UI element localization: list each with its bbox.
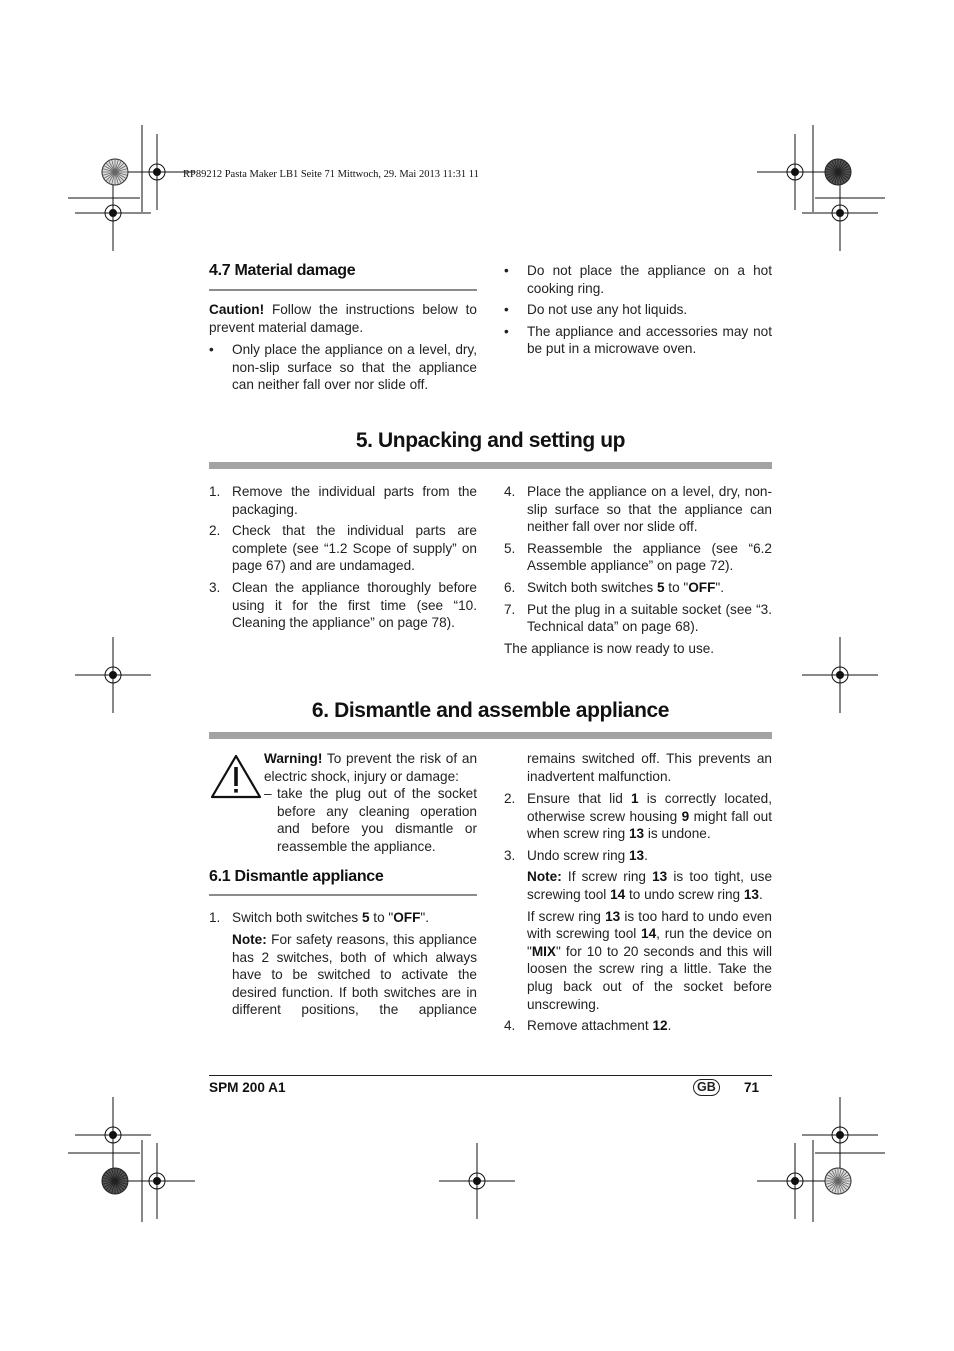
step-text: Clean the appliance thoroughly before using it for the first time (see “10. Cleaning the appliance” on page 78). — [232, 579, 477, 631]
s6-left-column — [209, 909, 477, 931]
chapter-rule — [209, 462, 772, 469]
bullet-marker: • — [504, 263, 509, 278]
language-badge — [693, 1078, 720, 1096]
caution-text: Follow the instructions below to prevent material damage. — [209, 302, 477, 335]
step-number: 1. — [209, 910, 221, 925]
step-number: 3. — [504, 847, 516, 863]
s6-right-column — [504, 790, 772, 1039]
section-rule — [209, 894, 477, 896]
bullet-marker: • — [209, 342, 214, 358]
step-number: 6. — [504, 579, 516, 595]
step-number: 1. — [209, 484, 221, 499]
note-1-part-a — [232, 931, 477, 1019]
step-text: Check that the individual parts are complete (see “1.2 Scope of supply” on page 67) and are undamaged. — [232, 523, 477, 574]
list-item — [504, 1017, 772, 1035]
note-1: Note: For safety reasons, this appliance has 2 switches, both of which always have to be switched to activate the desired function. If both switches are in different positions, the appliance — [232, 932, 477, 1018]
list-item — [504, 301, 772, 319]
list-item — [209, 341, 477, 394]
step-text: Remove the individual parts from the packaging. — [232, 484, 477, 517]
warning-paragraph — [264, 750, 477, 785]
list-item — [504, 579, 772, 597]
ready-text: The appliance is now ready to use. — [504, 640, 715, 656]
chapter-heading-5: 5. Unpacking and setting up — [355, 429, 626, 452]
step-2-text: Ensure that lid 1 is correctly located, otherwise screw housing 9 might fall out when screw ring 13 is undone. — [527, 791, 772, 842]
bullet-marker: • — [504, 323, 509, 339]
list-item — [209, 579, 477, 632]
footer-rule — [209, 1075, 772, 1076]
list-item — [504, 790, 772, 843]
caution-label: Caution! — [209, 302, 265, 317]
step-6-text: Switch both switches 5 to "OFF". — [527, 579, 725, 595]
mix-hint: If screw ring 13 is too hard to undo even with screwing tool 14, run the device on "MIX" for 10 to 20 seconds and this will loosen the screw ring a little. Take the plug back out of the socket before unscrewing. — [527, 908, 772, 1012]
warning-label: Warning! — [264, 751, 323, 766]
s5-right-column — [504, 483, 772, 662]
bullet-marker: • — [504, 302, 509, 318]
bullet-text: Do not place the appliance on a hot cooking ring. — [527, 263, 772, 296]
step-3-text: Undo screw ring 13. — [527, 847, 648, 863]
note-1-part-b — [527, 750, 772, 785]
model-number: SPM 200 A1 — [209, 1080, 286, 1095]
bullet-text: Only place the appliance on a level, dry, non-slip surface so that the appliance can neither fall over nor slide off. — [232, 342, 477, 393]
list-item — [209, 909, 477, 927]
chapter-heading-6: 6. Dismantle and assemble appliance — [311, 699, 670, 722]
page-number: 71 — [744, 1080, 760, 1095]
list-item — [504, 847, 772, 865]
step-text: Place the appliance on a level, dry, non-slip surface so that the appliance can neither fall over nor slide off. — [527, 484, 772, 535]
caution-paragraph — [209, 301, 477, 336]
step-number: 2. — [504, 791, 516, 806]
step-number: 5. — [504, 540, 516, 556]
note-1-continued: remains switched off. This prevents an inadvertent malfunction. — [527, 750, 772, 784]
note-2: Note: If screw ring 13 is too tight, use screwing tool 14 to undo screw ring 13. — [527, 869, 772, 902]
s5-left-column — [209, 483, 477, 636]
list-item — [209, 483, 477, 518]
list-item — [504, 540, 772, 575]
step-number: 7. — [504, 601, 516, 617]
print-slug: RP89212 Pasta Maker LB1 Seite 71 Mittwoch, 29. Mai 2013 11:31 11 — [183, 169, 479, 180]
list-item — [504, 601, 772, 636]
bullet-text: Do not use any hot liquids. — [527, 302, 688, 318]
warning-item: – take the plug out of the socket before any cleaning operation and before you dismantle or reassemble the appliance. — [264, 786, 477, 854]
list-item — [504, 262, 772, 297]
list-item — [209, 522, 477, 575]
language-code: GB — [693, 1079, 720, 1096]
section-rule — [209, 289, 477, 291]
section-heading-6-1: 6.1 Dismantle appliance — [209, 868, 384, 885]
warning-triangle-icon — [210, 753, 262, 799]
warning-block — [264, 750, 477, 856]
step-4-text: Remove attachment 12. — [527, 1018, 672, 1034]
s47-right-column — [504, 262, 772, 362]
step-text: Reassemble the appliance (see “6.2 Assemble appliance” on page 72). — [527, 540, 772, 574]
step-number: 4. — [504, 1018, 516, 1034]
chapter-rule — [209, 732, 772, 739]
step-number: 3. — [209, 579, 221, 595]
s47-left-column — [209, 301, 477, 398]
list-item — [504, 483, 772, 536]
section-heading-4-7: 4.7 Material damage — [209, 262, 356, 279]
list-item — [504, 323, 772, 358]
step-text: Put the plug in a suitable socket (see “3. Technical data” on page 68). — [527, 601, 772, 635]
step-1-text: Switch both switches 5 to "OFF". — [232, 910, 430, 925]
step-number: 4. — [504, 484, 516, 499]
step-number: 2. — [209, 523, 221, 539]
bullet-text: The appliance and accessories may not be put in a microwave oven. — [527, 323, 772, 357]
warning-text: To prevent the risk of an electric shock, injury or damage: — [264, 751, 477, 784]
